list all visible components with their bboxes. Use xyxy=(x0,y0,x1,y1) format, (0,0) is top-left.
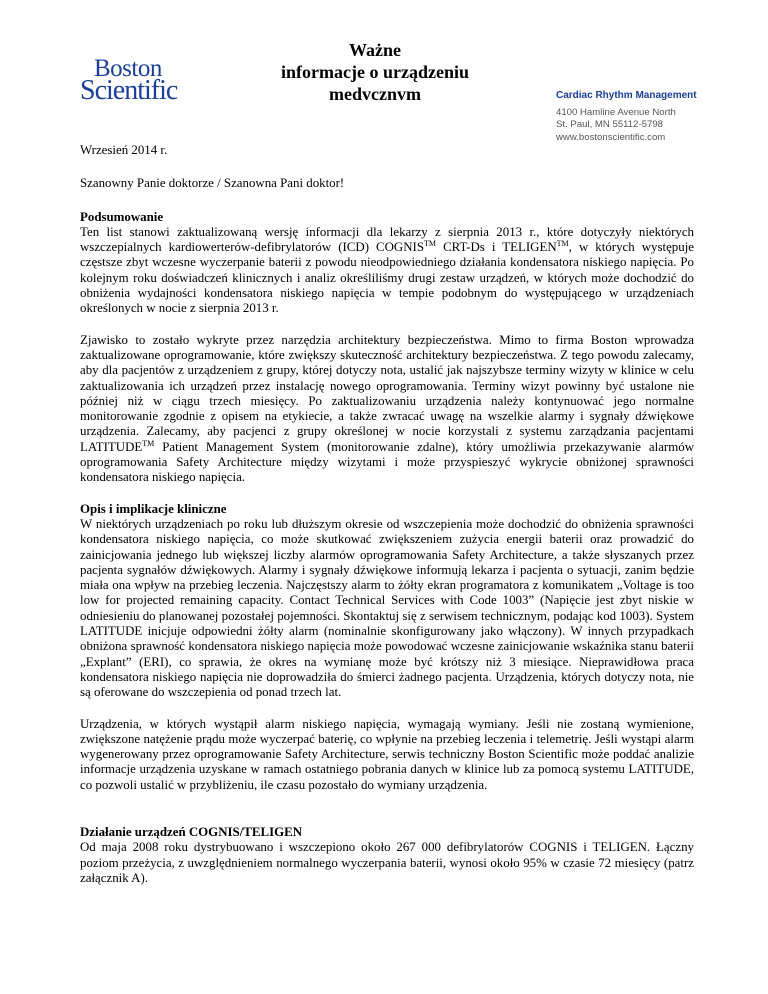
website-link[interactable]: www.bostonscientific.com xyxy=(556,131,666,143)
clinical-text-1: W niektórych urządzeniach po roku lub dłuższym okresie od wszczepienia może dochodzić do obniżenia sprawności kondensatora niskiego napięcia, co może skutkować zwiększeniem zużycia energii baterii oraz prowadzić do zainicjowania jednego lub większej liczby alarmów oprogramowania Safety Architecture, a także słyszanych przez pacjenta sygnałów dźwiękowych. Alarmy i sygnały dźwiękowe informują lekarza i pacjenta o sytuacji, zanim będzie miała ona wpływ na przebieg leczenia. Najczęstszy alarm to żółty ekran programatora z komunikatem „Voltage is too low for projected remaining capacity. Contact Technical Services with Code 1003” (Napięcie jest zbyt niskie w odniesieniu do planowanej pozostałej pojemności. Skontaktuj się z serwisem technicznym, podając kod 1003). System LATITUDE inicjuje odpowiedni żółty alarm (nominalnie skonfigurowany jako włączony). W innych przypadkach obniżona sprawność kondensatora niskiego napięcia może powodować wczesne zainicjowanie wskaźnika stanu baterii „Explant” (ERI), co sprawia, że okres na wymianę może być krótszy niż 3 miesiące. Nieprawidłowa praca kondensatora niskiego napięcia nie doprowadziła do śmierci żadnego pacjenta. Urządzenia, których dotyczy nota, nie są oferowane do wszczepienia od ponad trzech lat. xyxy=(80,516,694,700)
summary-heading: Podsumowanie xyxy=(80,209,164,224)
performance-heading: Działanie urządzeń COGNIS/TELIGEN xyxy=(80,824,303,839)
logo-line-1: Boston xyxy=(94,55,162,82)
document-title xyxy=(270,39,480,105)
trademark-sup-3: TM xyxy=(142,438,155,448)
clinical-paragraph-1 xyxy=(80,502,694,701)
boston-scientific-logo xyxy=(80,55,220,106)
summary-paragraph-2 xyxy=(80,333,694,486)
clinical-heading: Opis i implikacje kliniczne xyxy=(80,501,227,516)
summary-p2-text-a: Zjawisko to zostało wykryte przez narzędzia architektury bezpieczeństwa. Mimo to firma Boston wprowadza zaktualizowane oprogramowanie, które zwiększy skuteczność architektury bezpieczeństwa. Z tego powodu zalecamy, aby dla pacjentów z urządzeniem z grupy, której dotyczy nota, ustalić jak najszybsze terminy wizyty w klinice w celu zaktualizowania ich urządzeń przez instalację nowego oprogramowania. Terminy wizyt powinny być ustalone nie później niż w ciągu trzech miesięcy. Po zaktualizowaniu urządzenia należy kontynuować jego normalne monitorowanie zgodnie z opisem na etykiecie, a także zwracać uwagę na wszelkie alarmy i sygnały dźwiękowe urządzenia. Zalecamy, aby pacjenci z grupy określonej w nocie korzystali z systemu zarządzania pacjentami LATITUDE xyxy=(80,332,694,454)
trademark-sup-2: TM xyxy=(556,239,569,249)
letter-date: Wrzesień 2014 r. xyxy=(80,143,168,157)
company-address xyxy=(556,90,697,144)
street-address: 4100 Hamline Avenue North xyxy=(556,106,676,118)
performance-paragraph xyxy=(80,825,694,886)
summary-text-b: CRT-Ds i TELIGEN xyxy=(436,240,557,255)
logo-line-2: Scientific xyxy=(80,75,178,106)
city-address: St. Paul, MN 55112-5798 xyxy=(556,119,664,130)
summary-p2-text-b: Patient Management System (monitorowanie zdalne), który umożliwia przekazywanie alarmów oprogramowania Safety Architecture między wizytami i może przyspieszyć wykrycie obniżonej sprawności kondensatora niskiego napięcia. xyxy=(80,439,694,485)
letter-body xyxy=(80,143,694,886)
title-line-3: medvcznvm xyxy=(329,84,421,104)
summary-text-a: Ten list stanowi zaktualizowaną wersję informacji dla lekarzy z sierpnia 2013 r., które dotyczyły niektórych wszczepialnych kardiowerterów-defibrylatorów (ICD) COGNIS xyxy=(80,224,694,255)
summary-text-c: , w których występuje częstsze zbyt wczesne wyczerpanie baterii z powodu nieodpowiedniego działania kondensatora niskiego napięcia. Po kolejnym roku doświadczeń klinicznych i analiz określiliśmy drugi zestaw urządzeń, w których może dochodzić do obniżenia wydajności kondensatora niskiego napięcia w tempie podobnym do występującego w urządzeniach określonych w nocie z sierpnia 2013 r. xyxy=(80,240,694,316)
summary-paragraph-1 xyxy=(80,210,694,317)
title-line-2: informacje o urządzeniu xyxy=(281,62,469,82)
title-line-1: Ważne xyxy=(349,40,401,60)
performance-text: Od maja 2008 roku dystrybuowano i wszczepiono około 267 000 defibrylatorów COGNIS i TELIGEN. Łączny poziom przeżycia, z uwzględnieniem normalnego wyczerpania baterii, wynosi około 95% w czasie 72 miesięcy (patrz załącznik A). xyxy=(80,840,694,885)
trademark-sup-1: TM xyxy=(424,239,437,249)
clinical-paragraph-2: Urządzenia, w których wystąpił alarm niskiego napięcia, wymagają wymiany. Jeśli nie zostaną wymienione, zwiększone natężenie prądu może wyczerpać baterię, co wpłynie na przebieg leczenia i telemetrię. Jeśli wystąpi alarm wygenerowany przez oprogramowanie Safety Architecture, serwis techniczny Boston Scientific może poddać analizie informacje urządzenia uzyskane w ramach ostatniego pobrania danych w klinice lub za pomocą systemu LATITUDE, co pozwoli ustalić w przybliżeniu, ile czasu pozostało do wymiany urządzenia. xyxy=(80,716,694,792)
greeting: Szanowny Panie doktorze / Szanowna Pani doktor! xyxy=(80,176,345,191)
department-name: Cardiac Rhythm Management xyxy=(556,90,697,101)
